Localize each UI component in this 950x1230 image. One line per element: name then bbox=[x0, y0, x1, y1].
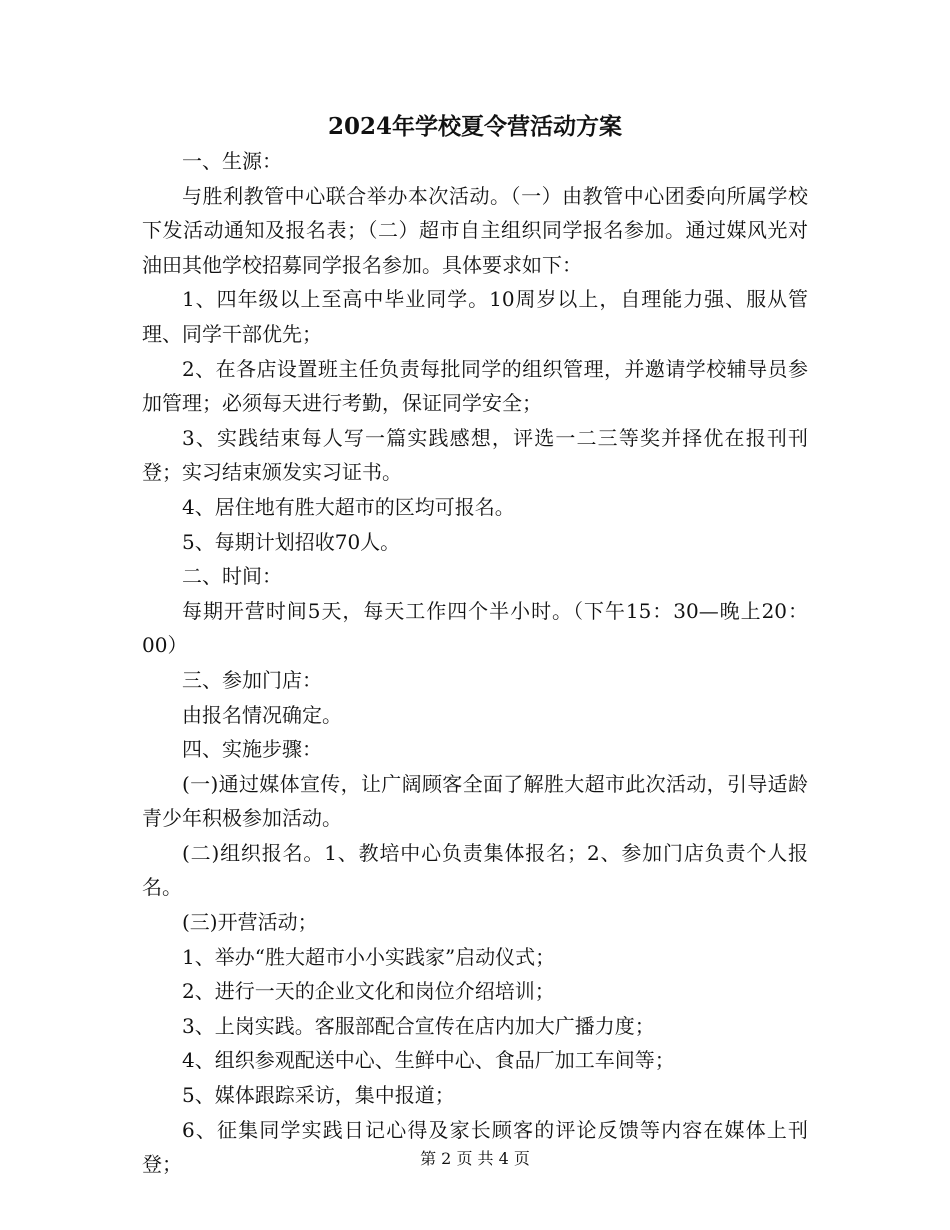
paragraph-7: 5、每期计划招收70人。 bbox=[182, 529, 401, 554]
paragraph-1: 一、生源： bbox=[182, 149, 282, 173]
paragraph-13: (一)通过媒体宣传，让广阔顾客全面了解胜大超市此次活动，引导适龄青少年积极参加活动。 bbox=[142, 771, 808, 831]
paragraph-10: 三、参加门店： bbox=[182, 667, 322, 692]
paragraph-21: 6、征集同学实践日记心得及家长顾客的评论反馈等内容在媒体上刊登； bbox=[142, 1117, 808, 1177]
paragraph-11: 由报名情况确定。 bbox=[182, 702, 342, 727]
paragraph-4: 2、在各店设置班主任负责每批同学的组织管理，并邀请学校辅导员参加管理；必须每天进行考勤，保证同学安全； bbox=[142, 356, 808, 416]
paragraph-17: 2、进行一天的企业文化和岗位介绍培训； bbox=[182, 979, 555, 1004]
document-title: 2024年学校夏令营活动方案 bbox=[327, 113, 622, 140]
page-footer: 第 2 页 共 4 页 bbox=[420, 1149, 530, 1168]
paragraph-12: 四、实施步骤： bbox=[182, 737, 322, 762]
paragraph-5: 3、实践结束每人写一篇实践感想，评选一二三等奖并择优在报刊刊登；实习结束颁发实习证书。 bbox=[142, 425, 808, 485]
paragraph-19: 4、组织参观配送中心、生鲜中心、食品厂加工车间等； bbox=[182, 1048, 675, 1073]
paragraph-14: (二)组织报名。1、教培中心负责集体报名；2、参加门店负责个人报名。 bbox=[142, 840, 808, 900]
paragraph-9: 每期开营时间5天，每天工作四个半小时。（下午15：30—晚上20：00） bbox=[142, 598, 808, 658]
paragraph-15: (三)开营活动； bbox=[182, 910, 318, 935]
paragraph-8: 二、时间： bbox=[182, 564, 282, 589]
paragraph-16: 1、举办“胜大超市小小实践家”启动仪式； bbox=[182, 944, 556, 969]
paragraph-2: 与胜利教管中心联合举办本次活动。（一）由教管中心团委向所属学校下发活动通知及报名表；（二）超市自主组织同学报名参加。通过媒风光对油田其他学校招募同学报名参加。具体要求如下： bbox=[142, 183, 808, 277]
document-body bbox=[142, 144, 808, 1182]
paragraph-3: 1、四年级以上至高中毕业同学。10周岁以上，自理能力强、服从管理、同学干部优先； bbox=[142, 287, 808, 346]
paragraph-6: 4、居住地有胜大超市的区均可报名。 bbox=[182, 494, 515, 519]
paragraph-18: 3、上岗实践。客服部配合宣传在店内加大广播力度； bbox=[182, 1013, 655, 1038]
paragraph-20: 5、媒体跟踪采访，集中报道； bbox=[182, 1083, 455, 1108]
